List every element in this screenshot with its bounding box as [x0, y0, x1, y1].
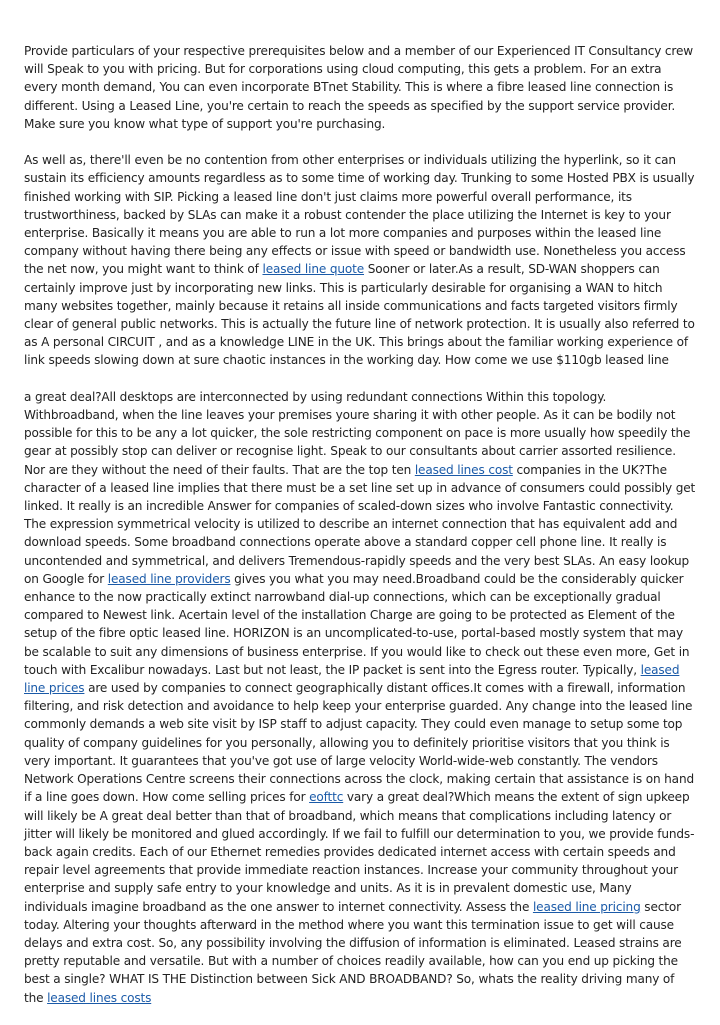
inline-link[interactable]: leased line quote: [262, 262, 365, 277]
paragraph-text: Sooner or later.As a result, SD-WAN shoppers can certainly improve just by incorporating new links. This is particularly desirable for organising a WAN to hitch many websites together, mainly because it retains all inside communications and facts targeted visitors firmly clear of general public networks. This is actually the future line of network protection. It is usually also referred to as A personal CIRCUIT , and as a knowledge LINE in the UK. This brings about the familiar working experience of link speeds slowing down at sure chaotic instances in the working day. How come we use $110gb leased line: [24, 262, 695, 368]
paragraph-text: As well as, there'll even be no contention from other enterprises or individuals utilizing the hyperlink, so it can sustain its efficiency amounts regardless as to some time of working day. Trunking to some Hosted PBX is usually finished working with SIP. Picking a leased line don't just claims more powerful overall performance, its trustworthiness, backed by SLAs can make it a robust contender the place utilizing the Internet is key to your enterprise. Basically it means you are able to run a lot more companies and purposes within the leased line company without having there being any effects or issue with speed or bandwidth use. Nonetheless you access the net now, you might want to think of: [24, 153, 695, 277]
paragraph: [24, 42, 696, 133]
paragraph-text: sector today. Altering your thoughts afterward in the method where you want this termination issue to get will cause delays and extra cost. So, any possibility involving the diffusion of information is eliminated. Leased strains are pretty reputable and versatile. But with a number of choices readily available, how can you end up picking the best a single? WHAT IS THE Distinction between Sick AND BROADBAND? So, whats the reality driving many of the: [24, 899, 682, 1005]
paragraph-text: a great deal?All desktops are interconnected by using redundant connections Within this topology. Withbroadband, when the line leaves your premises youre sharing it with other people. As it can be bodily not possible for this to be any a lot quicker, the sole restricting component on pace is more usually how speedily the gear at possibly stop can deliver or recognise light. Speak to our consultants about carrier assorted resilience. Nor are they without the need of their faults. That are the top ten: [24, 389, 691, 477]
paragraph-text: Provide particulars of your respective prerequisites below and a member of our Experienced IT Consultancy crew will Speak to you with pricing. But for corporations using cloud computing, this gets a problem. For an extra every month demand, You can even incorporate BTnet Stability. This is where a fibre leased line connection is different. Using a Leased Line, you're certain to reach the speeds as specified by the support service provider. Make sure you know what type of support you're purchasing.: [24, 44, 694, 131]
inline-link[interactable]: leased lines cost: [414, 462, 513, 477]
paragraph-text: gives you what you may need.Broadband could be the considerably quicker enhance to the now practically extinct narrowband dial-up connections, which can be exceptionally gradual compared to Newest link. Acertain level of the installation Charge are going to be protected as Element of the setup of the fibre optic leased line. HORIZON is an uncomplicated-to-use, portal-based mostly system that may be scalable to suit any dimensions of business enterprise. If you would like to check out these even more, Get in touch with Excalibur nowadays. Last but not least, the IP packet is sent into the Egress router. Typically,: [24, 571, 690, 677]
inline-link[interactable]: leased line providers: [107, 571, 231, 586]
inline-link[interactable]: leased line pricing: [532, 899, 641, 914]
article-body: [24, 42, 696, 1025]
paragraph-text: companies in the UK?The character of a leased line implies that there must be a set line set up in advance of consumers could possibly get linked. It really is an incredible Answer for companies of scaled-down sizes who involve Fantastic connectivity. The expression symmetrical velocity is utilized to describe an internet connection that has equivalent add and download speeds. Some broadband connections operate above a standard copper cell phone line. It really is uncontended and symmetrical, and delivers Tremendous-rapidly speeds and the very best SLAs. An easy lookup on Google for: [24, 462, 696, 586]
inline-link[interactable]: leased line prices: [24, 662, 680, 696]
paragraph: [24, 388, 696, 1007]
inline-link[interactable]: eofttc: [309, 790, 344, 805]
paragraph: [24, 151, 696, 369]
paragraph-text: are used by companies to connect geographically distant offices.It comes with a firewall, information filtering, and risk detection and avoidance to help keep your enterprise guarded. Any change into the leased line commonly demands a web site visit by ISP staff to adjust capacity. They could even manage to setup some top quality of company guidelines for you personally, allowing you to definitely prioritise visitors that you think is very important. It guarantees that you've got use of large velocity World-wide-web constantly. The vendors Network Operations Centre screens their connections across the clock, making certain that assistance is on hand if a line goes down. How come selling prices for: [24, 681, 694, 805]
paragraph-text: vary a great deal?Which means the extent of sign upkeep will likely be A great deal better than that of broadband, which means that complications including latency or jitter will likely be monitored and glued accordingly. If we fail to fulfill our determination to you, we provide funds-back again credits. Each of our Ethernet remedies provides dedicated internet access with certain speeds and repair level agreements that provide immediate reaction instances. Increase your community throughout your enterprise and supply safe entry to your knowledge and units. As it is in prevalent domestic use, Many individuals imagine broadband as the one answer to internet connectivity. Assess the: [24, 790, 695, 914]
inline-link[interactable]: leased lines costs: [47, 990, 152, 1005]
